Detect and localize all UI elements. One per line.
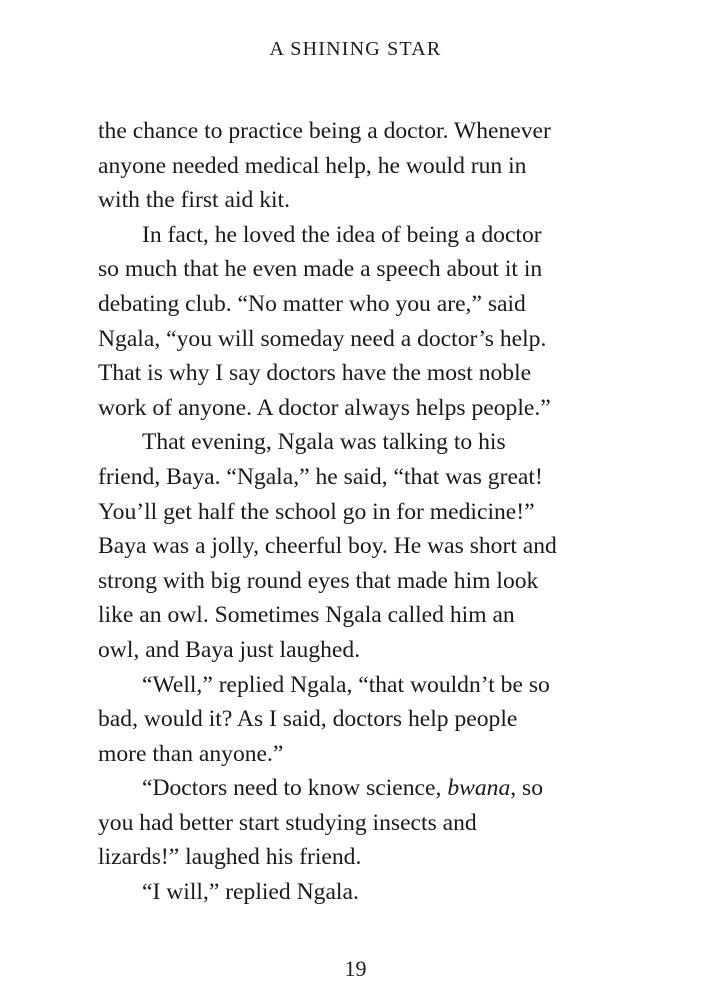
body-text <box>98 114 618 910</box>
text-line: with the first aid kit. <box>98 187 290 214</box>
text-line: bad, would it? As I said, doctors help people <box>98 706 518 733</box>
text-line: anyone needed medical help, he would run in <box>98 152 527 179</box>
text-line: “Well,” replied Ngala, “that wouldn’t be so <box>142 671 550 698</box>
text-line: owl, and Baya just laughed. <box>98 636 361 663</box>
text-line: more than anyone.” <box>98 740 284 767</box>
text-line: “I will,” replied Ngala. <box>142 879 359 906</box>
text-line-end: , so <box>510 775 544 802</box>
text-line: the chance to practice being a doctor. Whenever <box>98 118 551 144</box>
page-number: 19 <box>344 956 367 981</box>
text-line: strong with big round eyes that made him look <box>98 567 539 594</box>
text-line: you had better start studying insects and <box>98 809 477 836</box>
text-line: In fact, he loved the idea of being a doctor <box>142 221 542 248</box>
text-line: so much that he even made a speech about it in <box>98 256 543 283</box>
text-line <box>98 771 618 806</box>
italic-word: bwana <box>447 775 511 802</box>
text-line: friend, Baya. “Ngala,” he said, “that was great! <box>98 463 543 490</box>
text-line-start: “Doctors need to know science, <box>142 775 448 802</box>
text-line: like an owl. Sometimes Ngala called him an <box>98 602 515 629</box>
text-line: That is why I say doctors have the most noble <box>98 360 532 387</box>
running-head: A SHINING STAR <box>269 38 442 60</box>
text-line: That evening, Ngala was talking to his <box>142 429 506 456</box>
text-line: debating club. “No matter who you are,” said <box>98 290 526 317</box>
text-line: Baya was a jolly, cheerful boy. He was short and <box>98 533 557 560</box>
text-line: lizards!” laughed his friend. <box>98 844 362 871</box>
text-line: Ngala, “you will someday need a doctor’s help. <box>98 325 547 352</box>
text-line: You’ll get half the school go in for medicine!” <box>98 498 535 525</box>
text-line: work of anyone. A doctor always helps people.” <box>98 394 551 421</box>
